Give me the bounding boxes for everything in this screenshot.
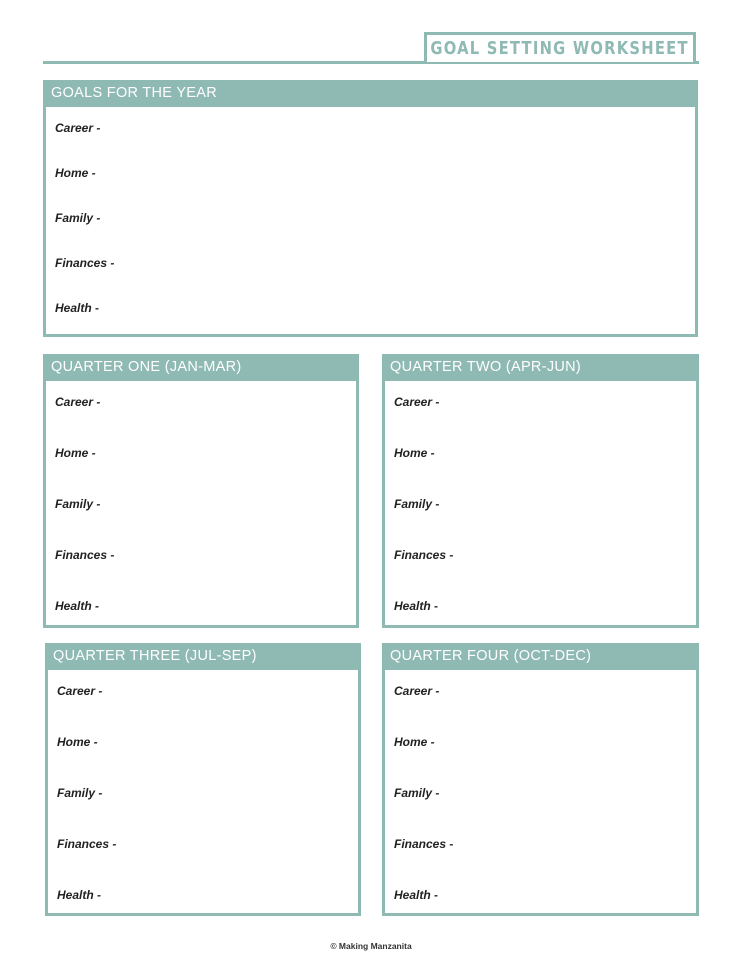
section-header: GOALS FOR THE YEAR bbox=[43, 80, 698, 107]
field-finances[interactable]: Finances - bbox=[55, 256, 115, 270]
section-header: QUARTER FOUR (OCT-DEC) bbox=[382, 643, 699, 670]
section-quarter-two bbox=[382, 354, 699, 628]
field-home[interactable]: Home - bbox=[55, 166, 96, 180]
field-health[interactable]: Health - bbox=[55, 599, 100, 613]
section-header: QUARTER THREE (JUL-SEP) bbox=[45, 643, 361, 670]
section-header: QUARTER TWO (APR-JUN) bbox=[382, 354, 699, 381]
field-career[interactable]: Career - bbox=[57, 684, 103, 698]
field-home[interactable]: Home - bbox=[55, 446, 96, 460]
field-family[interactable]: Family - bbox=[394, 497, 440, 511]
field-finances[interactable]: Finances - bbox=[55, 548, 115, 562]
field-home[interactable]: Home - bbox=[394, 446, 435, 460]
field-health[interactable]: Health - bbox=[394, 888, 439, 902]
section-header: QUARTER ONE (JAN-MAR) bbox=[43, 354, 359, 381]
field-finances[interactable]: Finances - bbox=[394, 548, 454, 562]
field-home[interactable]: Home - bbox=[57, 735, 98, 749]
field-health[interactable]: Health - bbox=[394, 599, 439, 613]
field-family[interactable]: Family - bbox=[55, 497, 101, 511]
field-health[interactable]: Health - bbox=[55, 301, 100, 315]
field-finances[interactable]: Finances - bbox=[394, 837, 454, 851]
section-quarter-three bbox=[45, 643, 361, 916]
field-career[interactable]: Career - bbox=[55, 121, 101, 135]
field-career[interactable]: Career - bbox=[394, 684, 440, 698]
field-family[interactable]: Family - bbox=[394, 786, 440, 800]
worksheet-title-box bbox=[424, 32, 696, 62]
field-career[interactable]: Career - bbox=[394, 395, 440, 409]
copyright-footer: © Making Manzanita bbox=[330, 941, 412, 951]
page-title: GOAL SETTING WORKSHEET bbox=[430, 38, 690, 59]
section-quarter-one bbox=[43, 354, 359, 628]
field-finances[interactable]: Finances - bbox=[57, 837, 117, 851]
section-goals-year bbox=[43, 80, 698, 337]
field-health[interactable]: Health - bbox=[57, 888, 102, 902]
field-home[interactable]: Home - bbox=[394, 735, 435, 749]
field-family[interactable]: Family - bbox=[57, 786, 103, 800]
field-family[interactable]: Family - bbox=[55, 211, 101, 225]
section-quarter-four bbox=[382, 643, 699, 916]
field-career[interactable]: Career - bbox=[55, 395, 101, 409]
